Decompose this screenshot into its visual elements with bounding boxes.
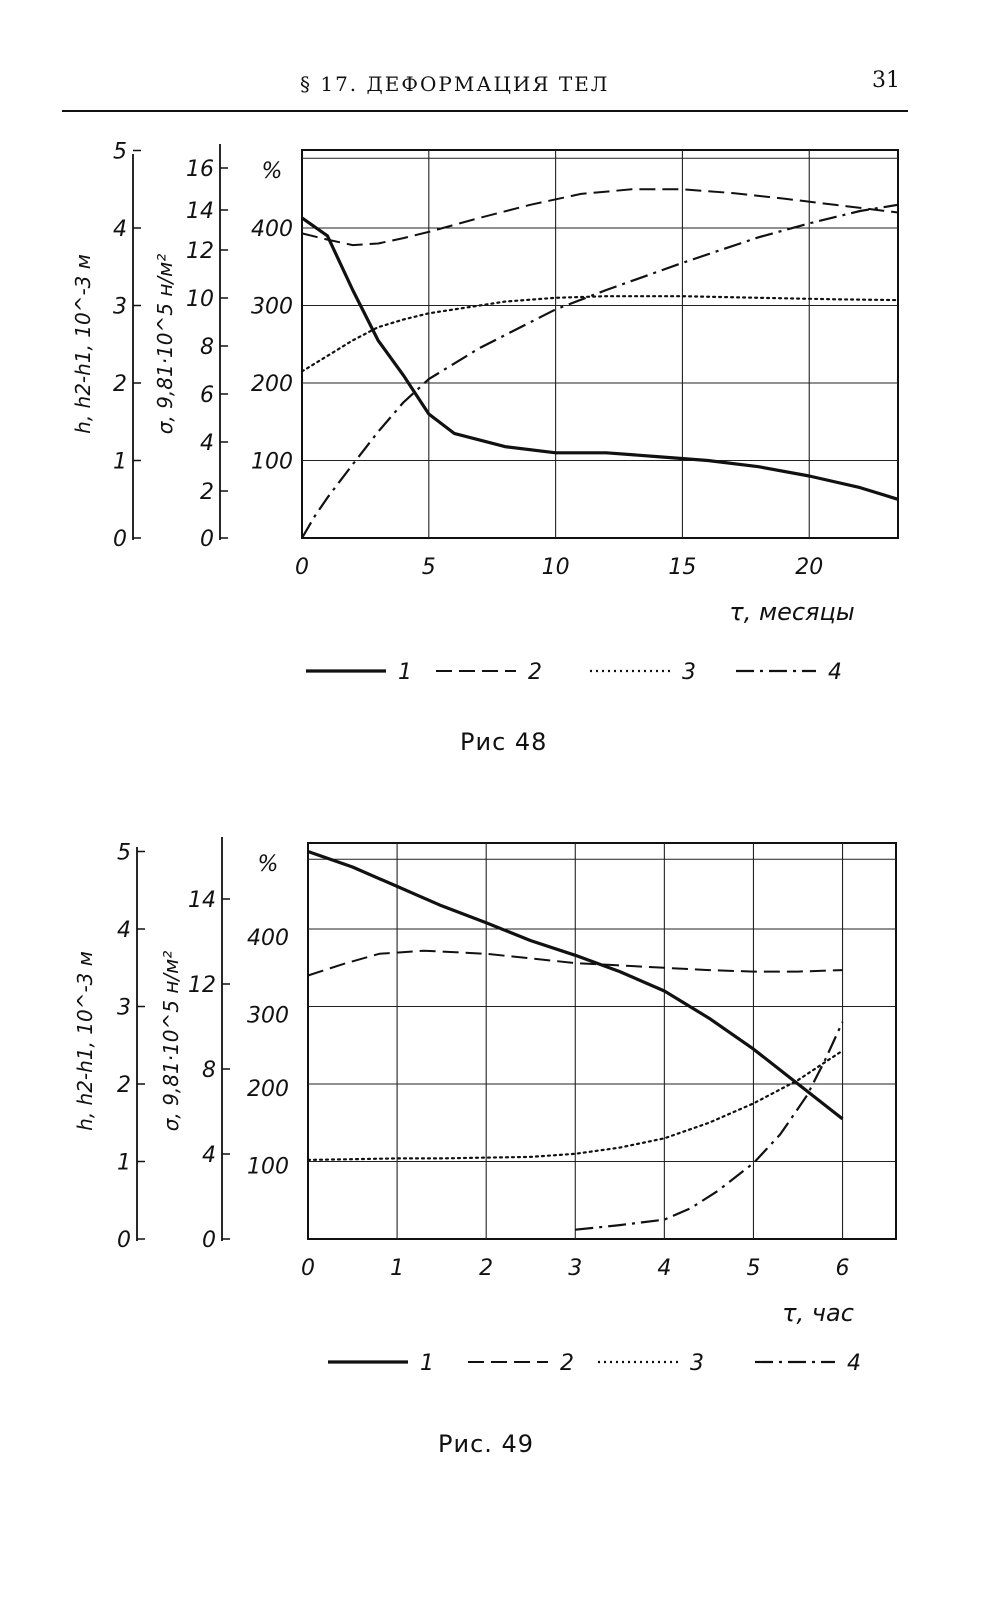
percent-axis-label: % xyxy=(261,159,283,184)
figure-48-chart xyxy=(0,130,1007,710)
h-tick-label-5: 5 xyxy=(113,139,127,165)
sigma-tick-label-6: 12 xyxy=(186,239,214,264)
h-tick-label-0: 0 xyxy=(117,1228,131,1253)
percent-tick-label-2: 300 xyxy=(251,294,293,320)
sigma-tick-label-0: 0 xyxy=(202,1228,216,1253)
h-tick-label-3: 3 xyxy=(117,995,131,1021)
h-tick-label-3: 3 xyxy=(113,294,127,320)
sigma-tick-label-0: 0 xyxy=(200,527,214,552)
header-rule xyxy=(62,110,908,112)
h-tick-label-4: 4 xyxy=(113,217,127,242)
figure-49-caption: Рис. 49 xyxy=(438,1430,535,1458)
sigma-axis-label: σ, 9,81·10^5 н/м² xyxy=(159,950,183,1132)
legend-label-2: 2 xyxy=(560,1351,574,1376)
sigma-tick-label-8: 16 xyxy=(186,157,214,182)
h-tick-label-2: 2 xyxy=(113,372,127,397)
figure-48-caption: Рис 48 xyxy=(460,728,548,756)
sigma-tick-label-2: 4 xyxy=(200,431,214,456)
legend-label-4: 4 xyxy=(828,660,842,685)
percent-tick-label-3: 400 xyxy=(251,217,293,242)
sigma-tick-label-2: 8 xyxy=(202,1058,216,1083)
plot-frame xyxy=(308,843,896,1239)
sigma-tick-label-3: 6 xyxy=(200,383,214,408)
percent-tick-label-0: 100 xyxy=(247,1154,289,1180)
h-tick-label-1: 1 xyxy=(117,1150,131,1176)
h-tick-label-0: 0 xyxy=(113,527,127,552)
h-axis-label: h, h2-h1, 10^-3 м xyxy=(71,254,95,434)
h-tick-label-1: 1 xyxy=(113,449,127,475)
percent-axis-label: % xyxy=(257,852,279,877)
x-tick-label-6: 6 xyxy=(835,1256,850,1281)
series-4-line xyxy=(575,1022,842,1230)
sigma-tick-label-4: 8 xyxy=(200,335,214,360)
x-tick-label-2: 10 xyxy=(541,555,570,580)
x-tick-label-3: 15 xyxy=(668,555,697,580)
legend-label-3: 3 xyxy=(682,660,696,685)
percent-tick-label-1: 200 xyxy=(251,372,293,397)
x-tick-label-3: 3 xyxy=(568,1256,583,1281)
x-tick-label-2: 2 xyxy=(479,1256,494,1281)
percent-tick-label-3: 400 xyxy=(247,925,289,951)
x-tick-label-0: 0 xyxy=(295,555,309,580)
h-tick-label-2: 2 xyxy=(117,1073,131,1098)
legend-label-3: 3 xyxy=(690,1351,704,1376)
sigma-axis-label: σ, 9,81·10^5 н/м² xyxy=(153,253,177,435)
legend-label-1: 1 xyxy=(420,1351,434,1376)
h-tick-label-4: 4 xyxy=(117,918,131,943)
percent-tick-label-0: 100 xyxy=(251,449,293,475)
x-tick-label-4: 4 xyxy=(657,1256,672,1281)
h-tick-label-5: 5 xyxy=(117,840,131,866)
series-4-line xyxy=(302,205,898,538)
sigma-tick-label-7: 14 xyxy=(186,199,214,224)
x-tick-label-0: 0 xyxy=(301,1256,315,1281)
sigma-tick-label-3: 12 xyxy=(188,973,216,998)
x-tick-label-5: 5 xyxy=(746,1256,761,1281)
percent-tick-label-1: 200 xyxy=(247,1076,289,1102)
figure-49-chart xyxy=(0,825,1007,1405)
page-number: 31 xyxy=(872,68,900,93)
legend-label-2: 2 xyxy=(528,660,542,685)
legend-label-1: 1 xyxy=(398,660,412,685)
x-axis-label: τ, месяцы xyxy=(729,598,855,626)
series-1-line xyxy=(302,218,898,499)
legend-label-4: 4 xyxy=(847,1351,861,1376)
plot-frame xyxy=(302,150,898,538)
series-2-line xyxy=(302,189,898,245)
x-tick-label-1: 1 xyxy=(390,1256,405,1281)
x-tick-label-1: 5 xyxy=(421,555,436,580)
x-axis-label: τ, час xyxy=(782,1299,854,1327)
sigma-tick-label-1: 4 xyxy=(202,1143,216,1168)
sigma-tick-label-5: 10 xyxy=(186,287,214,312)
sigma-tick-label-1: 2 xyxy=(200,480,214,505)
h-axis-label: h, h2-h1, 10^-3 м xyxy=(73,951,97,1131)
x-tick-label-4: 20 xyxy=(795,555,824,580)
sigma-tick-label-4: 14 xyxy=(188,888,216,913)
page-header-title: § 17. ДЕФОРМАЦИЯ ТЕЛ xyxy=(300,72,610,96)
percent-tick-label-2: 300 xyxy=(247,1003,289,1029)
